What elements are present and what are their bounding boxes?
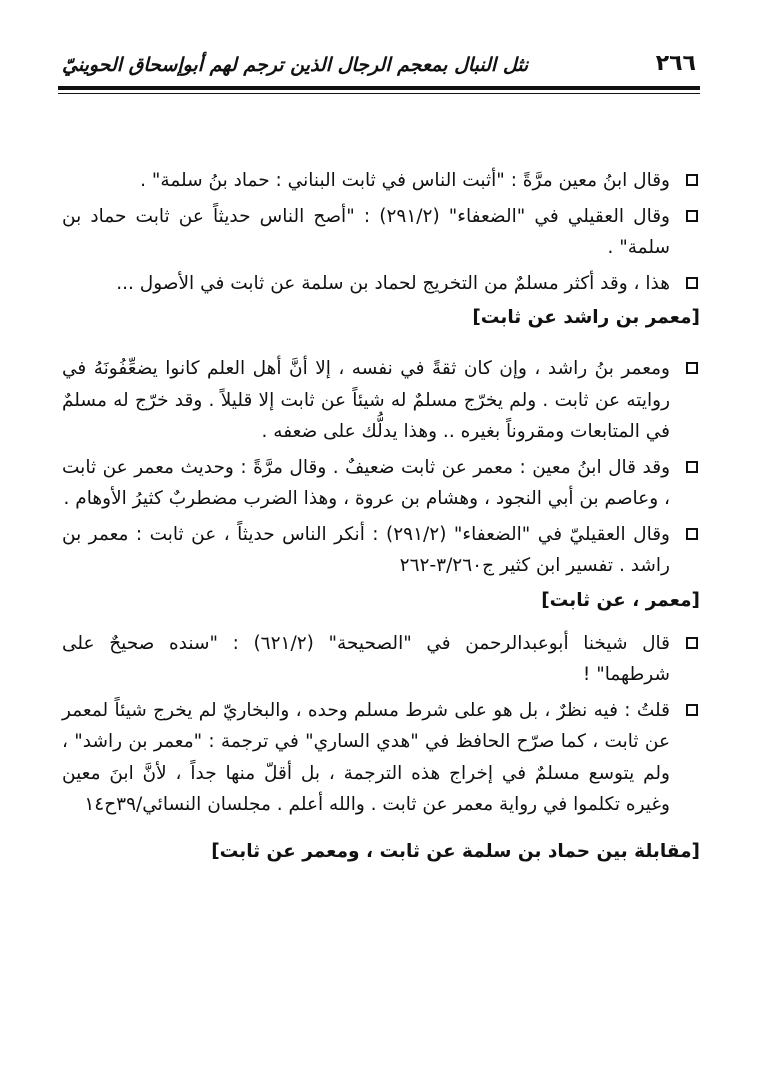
paragraph-text: وقد قال ابنُ معين : معمر عن ثابت ضعيفٌ . وقال مرَّةً : وحديث معمر عن ثابت ، وعاصم بن أبي النجود ، وهشام بن عروة ، وهذا الضرب مضطربٌ كثيرُ الأوهام .	[62, 456, 670, 509]
square-bullet-icon	[686, 174, 698, 186]
paragraph-muslim-takhrij	[62, 268, 700, 300]
square-bullet-icon	[686, 461, 698, 473]
section-heading-comparison: [مقابلة بين حماد بن سلمة عن ثابت ، ومعمر عن ثابت]	[211, 840, 700, 862]
paragraph-sahiha	[62, 628, 700, 691]
page-body	[62, 165, 700, 867]
paragraph-qultu	[62, 695, 700, 821]
square-bullet-icon	[686, 362, 698, 374]
square-bullet-icon	[686, 277, 698, 289]
header-rule-thick	[58, 86, 700, 90]
paragraph-uqaili-ankar	[62, 519, 700, 582]
paragraph-text: وقال العقيليّ في "الضعفاء" (٢٩١/٢) : أنكر الناس حديثاً ، عن ثابت : معمر بن راشد . تفسير ابن كثير ج٣/٢٦٠-٢٦٢	[62, 523, 670, 576]
paragraph-text: قلتُ : فيه نظرٌ ، بل هو على شرط مسلم وحده ، والبخاريّ لم يخرج شيئاً لمعمر عن ثابت ، كما صرّح الحافظ في "هدي الساري" في ترجمة : "معمر بن راشد" ، ولم يتوسع مسلمٌ في إخراج هذه الترجمة ، بل أقلّ منها جداً ، لأنَّ ابنَ معين وغيره تكلموا في رواية معمر عن ثابت . والله أعلم . مجلسان النسائي/٣٩ح١٤	[62, 699, 670, 815]
page-number: ٢٦٦	[655, 51, 696, 76]
square-bullet-icon	[686, 210, 698, 222]
paragraph-text: هذا ، وقد أكثر مسلمٌ من التخريج لحماد بن سلمة عن ثابت في الأصول ...	[116, 272, 670, 294]
square-bullet-icon	[686, 528, 698, 540]
section-heading-mamar-ibn-rashid: [معمر بن راشد عن ثابت]	[472, 307, 700, 328]
square-bullet-icon	[686, 637, 698, 649]
header-rule-thin	[58, 93, 700, 94]
paragraph-ibn-maeen-thabit	[62, 165, 700, 197]
square-bullet-icon	[686, 704, 698, 716]
paragraph-ibn-maeen-mamar	[62, 452, 700, 515]
paragraph-text: ومعمر بنُ راشد ، وإن كان ثقةً في نفسه ، إلا أنَّ أهل العلم كانوا يضعِّفُونَهُ في روايته عن ثابت . ولم يخرّج مسلمٌ له شيئاً عن ثابت إلا قليلاً . وقد خرّج له مسلمٌ في المتابعات ومقروناً بغيره .. وهذا يدلُّك على ضعفه .	[62, 358, 670, 442]
paragraph-text: وقال العقيلي في "الضعفاء" (٢٩١/٢) : "أصح الناس حديثاً عن ثابت حماد بن سلمة" .	[62, 205, 670, 258]
paragraph-text: وقال ابنُ معين مرَّةً : "أثبت الناس في ثابت البناني : حماد بنُ سلمة" .	[140, 170, 670, 191]
page-header	[62, 42, 696, 76]
paragraph-mamar-weakness	[62, 353, 700, 448]
paragraph-uqaili-duafa	[62, 201, 700, 264]
running-title: نثل النبال بمعجم الرجال الذين ترجم لهم أبوإسحاق الحوينيّ	[62, 54, 529, 76]
section-heading-mamar-an-thabit: [معمر ، عن ثابت]	[541, 589, 700, 611]
paragraph-text: قال شيخنا أبوعبدالرحمن في "الصحيحة" (٦٢١/٢) : "سنده صحيحٌ على شرطهما" !	[62, 632, 670, 685]
